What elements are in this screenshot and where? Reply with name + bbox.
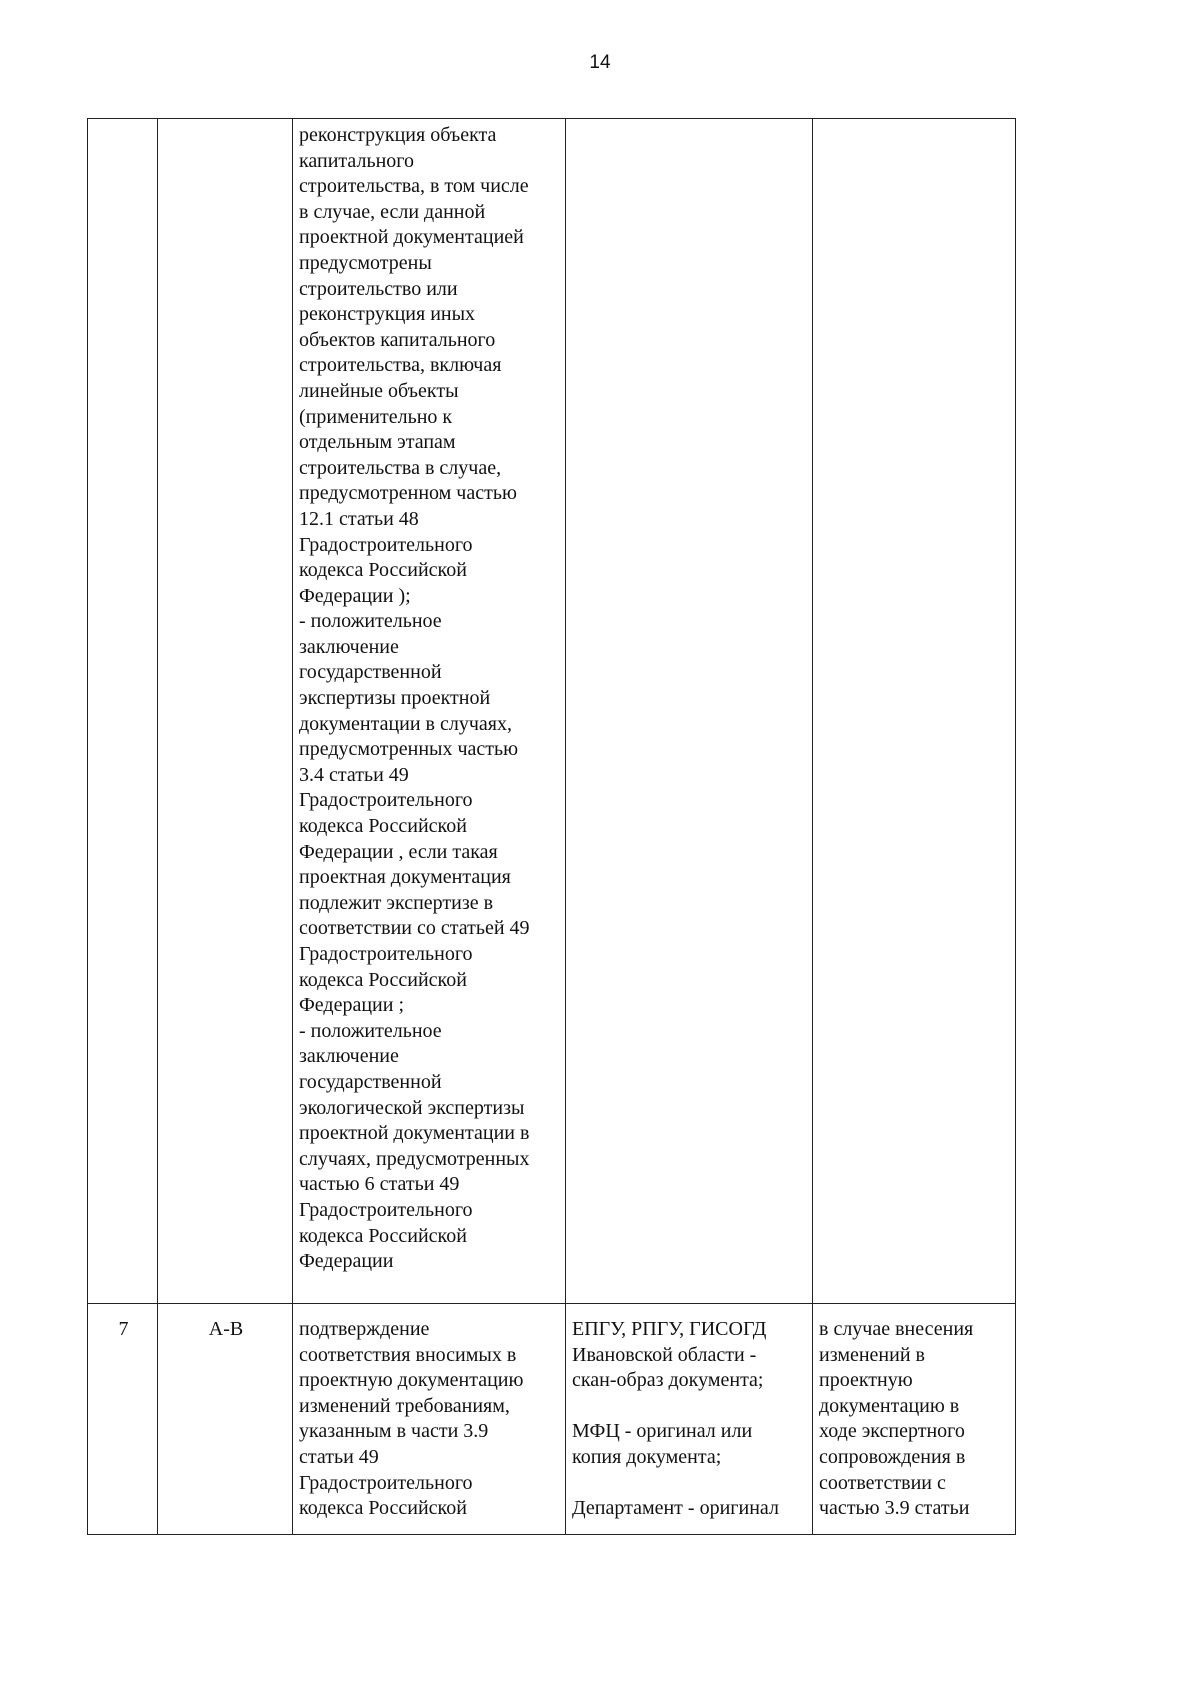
documents-table	[87, 118, 1016, 1535]
page-number: 14	[589, 52, 611, 73]
table-row	[88, 1304, 1016, 1535]
cell-source	[566, 119, 813, 1304]
cell-number: 7	[88, 1304, 158, 1535]
cell-condition	[813, 119, 1016, 1304]
cell-source: ЕПГУ, РПГУ, ГИСОГД Ивановской области - скан-образ документа; МФЦ - оригинал или копия документа; Департамент - оригинал	[566, 1304, 813, 1535]
cell-document: подтверждение соответствия вносимых в проектную документацию изменений требованиям, указанным в части 3.9 статьи 49 Градостроительного кодекса Российской	[293, 1304, 566, 1535]
table-row	[88, 119, 1016, 1304]
cell-condition: в случае внесения изменений в проектную документацию в ходе экспертного сопровождения в соответствии с частью 3.9 статьи	[813, 1304, 1016, 1535]
cell-number	[88, 119, 158, 1304]
cell-stage: А-В	[158, 1304, 293, 1535]
cell-stage	[158, 119, 293, 1304]
cell-document: реконструкция объекта капитального строительства, в том числе в случае, если данной проектной документацией предусмотрены строительство или реконструкция иных объектов капитального строительства, включая линейные объекты (применительно к отдельным этапам строительства в случае, предусмотренном частью 12.1 статьи 48 Градостроительного кодекса Российской Федерации ); - положительное заключение государственной экспертизы проектной документации в случаях, предусмотренных частью 3.4 статьи 49 Градостроительного кодекса Российской Федерации , если такая проектная документация подлежит экспертизе в соответствии со статьей 49 Градостроительного кодекса Российской Федерации ; - положительное заключение государственной экологической экспертизы проектной документации в случаях, предусмотренных частью 6 статьи 49 Градостроительного кодекса Российской Федерации	[293, 119, 566, 1304]
